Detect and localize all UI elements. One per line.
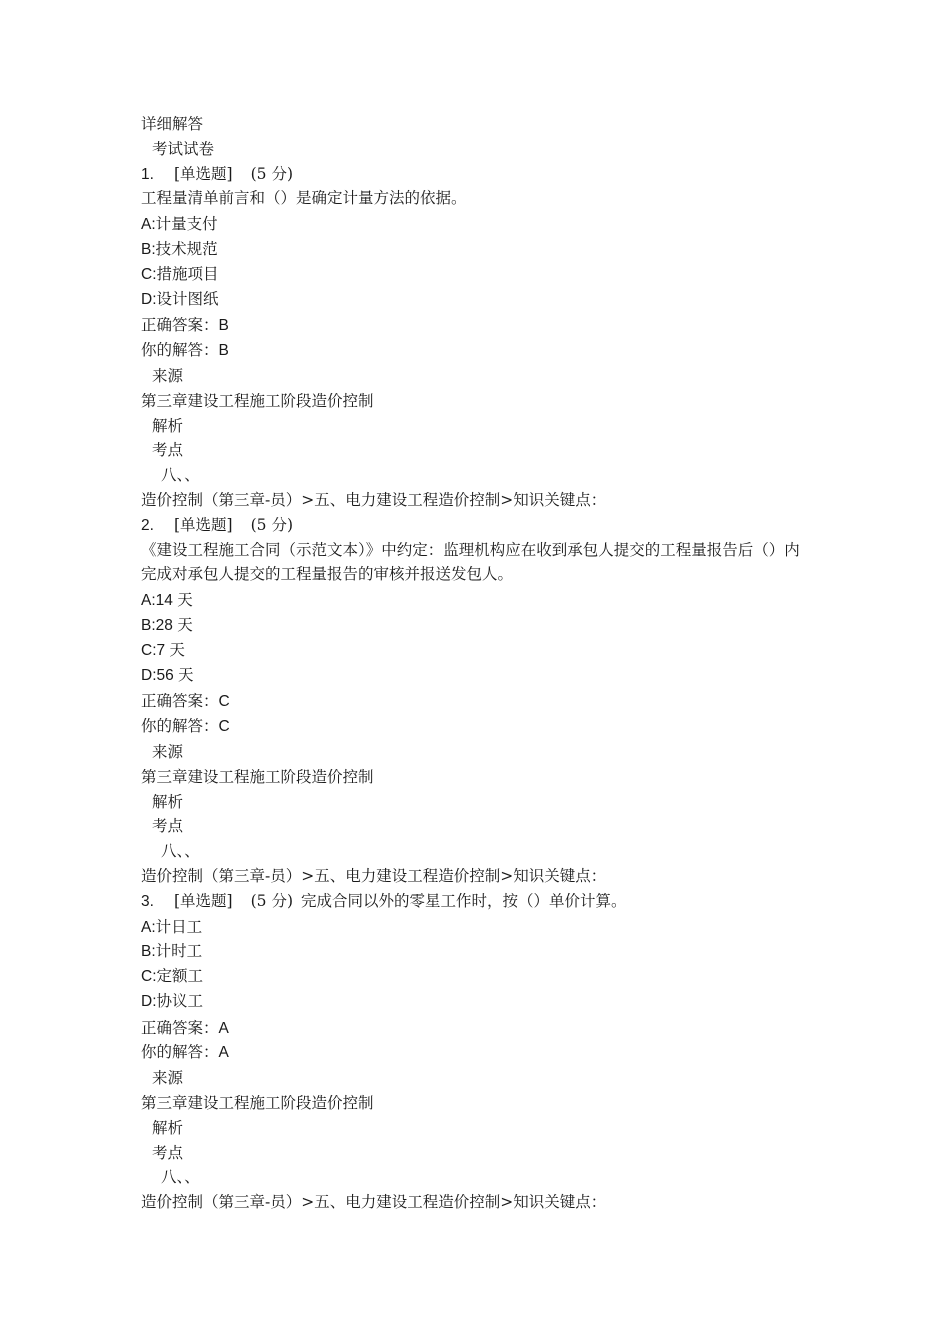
knowledge-path: 造价控制（第三章-员）>五、电力建设工程造价控制>知识关键点：: [141, 866, 607, 885]
correct-answer: 正确答案：A: [141, 1019, 229, 1037]
question-1: [141, 162, 821, 513]
kaodian-label: 考点: [152, 817, 184, 836]
question-2: [141, 513, 821, 889]
option-c: C:定额工: [141, 968, 204, 986]
your-answer: 你的解答：C: [141, 718, 230, 736]
question-score: (5 分): [250, 891, 293, 910]
question-stem: 工程量清单前言和（）是确定计量方法的依据。: [141, 189, 467, 208]
source-label: 来源: [152, 1069, 184, 1088]
your-answer: 你的解答：A: [141, 1044, 229, 1062]
question-type: [单选题]: [174, 891, 233, 910]
option-c: C:7 天: [141, 641, 185, 659]
option-b: B:技术规范: [141, 240, 218, 258]
source-text: 第三章建设工程施工阶段造价控制: [141, 767, 374, 786]
your-answer: 你的解答：B: [141, 342, 229, 360]
source-text: 第三章建设工程施工阶段造价控制: [141, 391, 374, 410]
question-score: (5 分): [250, 164, 293, 183]
document-page: [141, 112, 821, 1215]
analysis-label: 解析: [152, 792, 184, 811]
question-number: 3.: [141, 892, 154, 910]
source-label: 来源: [152, 366, 184, 385]
question-stem: 《建设工程施工合同（示范文本）》中约定：监理机构应在收到承包人提交的工程量报告后（）内完成对承包人提交的工程量报告的审核并报送发包人。: [141, 540, 800, 584]
analysis-label: 解析: [152, 1118, 184, 1137]
knowledge-path: 造价控制（第三章-员）>五、电力建设工程造价控制>知识关键点：: [141, 490, 607, 509]
correct-answer: 正确答案：C: [141, 693, 230, 711]
kaodian-label: 考点: [152, 1143, 184, 1162]
fragment-text: 八、、: [161, 466, 200, 485]
option-c: C:措施项目: [141, 265, 219, 283]
source-label: 来源: [152, 742, 184, 761]
exam-label: 考试试卷: [152, 139, 215, 158]
source-text: 第三章建设工程施工阶段造价控制: [141, 1094, 374, 1113]
option-b: B:计时工: [141, 943, 203, 961]
question-number: 1.: [141, 165, 154, 183]
doc-title: 详细解答: [141, 115, 204, 133]
option-a: A:计量支付: [141, 216, 218, 234]
question-stem: 完成合同以外的零星工作时，按（）单价计算。: [301, 891, 627, 910]
option-a: A:14 天: [141, 592, 193, 610]
question-3: [141, 889, 821, 1215]
option-b: B:28 天: [141, 616, 193, 634]
correct-answer: 正确答案：B: [141, 317, 229, 335]
option-d: D:协议工: [141, 992, 204, 1010]
knowledge-path: 造价控制（第三章-员）>五、电力建设工程造价控制>知识关键点：: [141, 1193, 607, 1212]
option-a: A:计日工: [141, 918, 203, 936]
fragment-text: 八、、: [161, 842, 200, 861]
fragment-text: 八、、: [161, 1168, 200, 1187]
option-d: D:56 天: [141, 666, 194, 684]
question-type: [单选题]: [174, 164, 233, 183]
option-d: D:设计图纸: [141, 290, 219, 308]
kaodian-label: 考点: [152, 441, 184, 460]
question-number: 2.: [141, 516, 154, 534]
question-score: (5 分): [250, 515, 293, 534]
question-type: [单选题]: [174, 515, 233, 534]
analysis-label: 解析: [152, 416, 184, 435]
